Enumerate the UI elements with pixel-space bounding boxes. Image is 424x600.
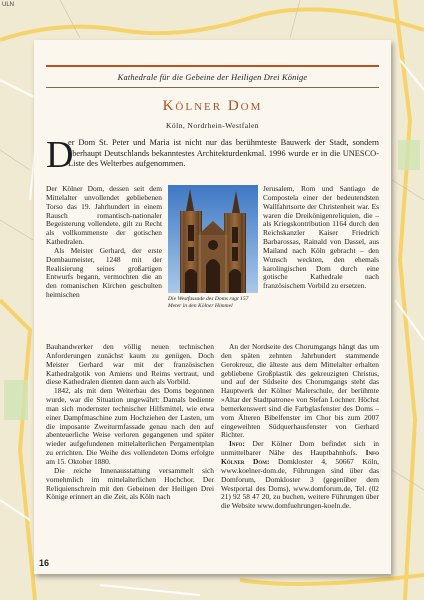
accent-rule bbox=[46, 65, 379, 67]
paragraph: An der Nordseite des Chorumgangs hängt das um den späten zehnten Jahrhundert stammende Gerokreuz, die älteste aus dem Mittelalter erhalten gebliebene Großplastik des gekreuzigten Christus, und auf der Südseite des Chorumgangs steht das Hauptwerk der Kölner Malerschule, der berühmte »Altar der Stadtpatrone« von Stefan Lochner. Höchst bemerkenswert sind die Farbglasfenster des Doms – vom Älteren Bibelfenster im Chor bis zum 2007 eingeweihten Südquerhausfenster von Gerhard Richter. bbox=[221, 342, 379, 440]
cathedral-photo bbox=[168, 185, 258, 293]
paragraph: 1842, als mit dem Weiterbau des Doms begonnen wurde, war die Situation ungewährt: Damals bediente man sich modernster technischer Hilfsmittel, wie etwa einer Dampfmaschine zum Hochziehen der Lasten, um die imposante Zweiturmfassade genau nach den auf abenteuerliche Weise verloren gegangenen und später wieder aufgefundenen mittelalterlichen Pergamentplan zu errichten. Die Weihe des vollendeten Doms erfolgte am 15. Oktober 1880. bbox=[46, 386, 214, 466]
column-right-top bbox=[263, 185, 379, 291]
paragraph: Der Kölner Dom, dessen seit dem Mittelalter unvollendet gebliebenen Torso das 19. Jahrhundert in einem Rausch romantisch-nationaler Begeisterung vollendete, gilt zu Recht als vollkommenste der gotischen Kathedralen. bbox=[46, 184, 162, 247]
column-left-bottom bbox=[46, 343, 214, 502]
page-title: Kölner Dom bbox=[162, 98, 263, 114]
column-left-top bbox=[46, 185, 162, 300]
column-right-bottom bbox=[221, 343, 379, 511]
paragraph: Jerusalem, Rom und Santiago de Compostela einer der bedeutendsten Wallfahrtsorte der Christenheit war. Es waren die Dreikönigenreliquien, die – als Kriegskontribution 1164 durch den Reichskanzler Kaiser Friedrich Barbarossas, Rainald von Dassel, aus Mailand nach Köln gebracht – den Wunsch weckten, den ehemals karolingischen Dom durch eine gotische Kathedrale nach französischem Vorbild zu ersetzen. bbox=[263, 184, 379, 291]
divider-rule bbox=[46, 87, 379, 88]
info-text: Domkloster 4, 50667 Köln, www.koelner-dom.de, Führungen sind über das Domforum, Domkloster 3 (gegenüber dem Westportal des Doms), www.domforum.de, Tel. (02 21) 92 58 47 20, zu buchen, weitere Führungen über die Website www.domfuehrungen-koeln.de. bbox=[221, 456, 379, 511]
info-label: Info Kölner Dom: bbox=[221, 448, 379, 466]
info-text: Der Kölner Dom befindet sich in unmittelbarer Nähe des Hauptbahnhofs. bbox=[221, 439, 379, 458]
page-number: 16 bbox=[39, 558, 50, 568]
paragraph: Die reiche Innenausstattung versammelt sich vornehmlich im mittelalterlichen Hochchor. Der Reliquienschrein mit den Gebeinen der Heiligen Drei Könige erinnert an die Zeit, als Köln nach bbox=[46, 465, 214, 502]
paragraph: Als Meister Gerhard, der erste Dombaumeister, 1248 mit der Realisierung seines großartigen Entwurfs begann, vermochten die an den romanischen Kirchen geschulten heimischen bbox=[46, 245, 162, 300]
kicker-line: Kathedrale für die Gebeine der Heiligen Drei Könige bbox=[117, 73, 308, 82]
info-paragraph bbox=[221, 440, 379, 511]
info-label: Info: bbox=[229, 439, 245, 449]
photo-caption: Die Westfassade des Doms ragt 157 Meter in den Kölner Himmel bbox=[168, 296, 249, 309]
paragraph: Bauhandwerker den völlig neuen technischen Anforderungen zunächst kaum zu genügen. Doch Meister Gerhard war mit der französischen Kathedralgotik von Amiens und Reims vertraut, und diese Kathedralen dienten dann auch als Vorbild. bbox=[46, 342, 214, 387]
location-subtitle: Köln, Nordrhein-Westfalen bbox=[166, 121, 259, 130]
map-grid-label: ULN bbox=[2, 2, 15, 8]
article-page bbox=[34, 40, 391, 574]
drop-cap: D bbox=[46, 134, 74, 176]
intro-paragraph: er Dom St. Peter und Maria ist nicht nur das berühmteste Bauwerk der Stadt, sondern überhaupt Deutschlands bekanntestes Architekturdenkmal. 1996 wurde er in die UNESCO-Liste des Welterbes aufgenommen. bbox=[68, 138, 379, 169]
